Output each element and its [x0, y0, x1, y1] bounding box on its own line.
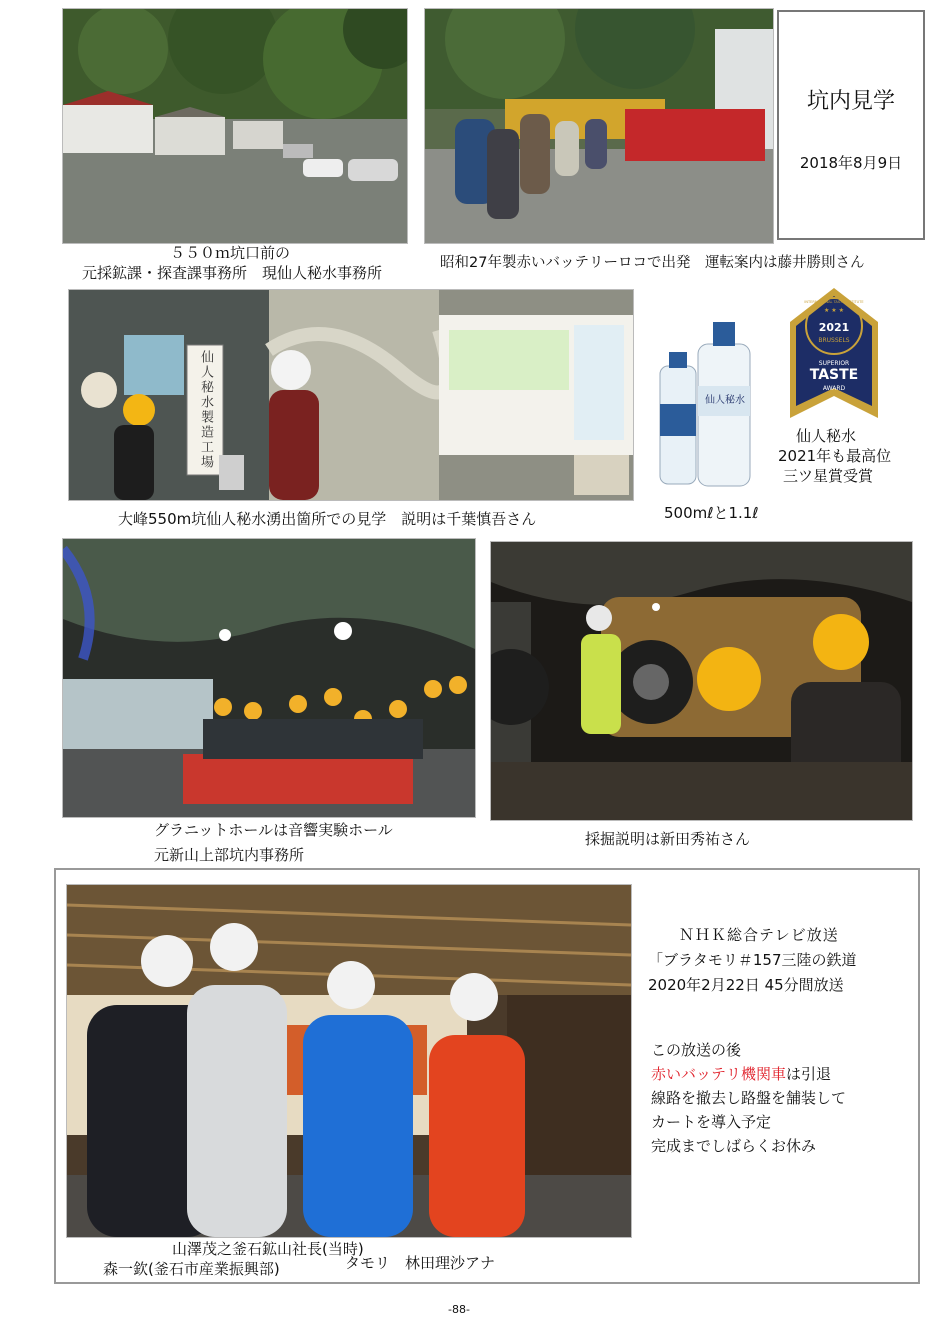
bottle-label: 仙人秘水 — [705, 395, 745, 406]
photo5-caption-line1: グラニットホールは音響実験ホール — [154, 821, 393, 839]
note-line4: カートを導入予定 — [651, 1113, 772, 1131]
broadcast-line2: 「ブラタモリ＃157三陸の鉄道 — [648, 951, 857, 969]
photo3-caption: 大峰550m坑仙人秘水湧出箇所での見学 説明は千葉慎吾さん — [118, 510, 537, 528]
award-tier: SUPERIOR — [818, 360, 850, 367]
note-line2 — [651, 1064, 831, 1084]
broadcast-line1: ＮＨＫ総合テレビ放送 — [679, 926, 839, 944]
title-box — [777, 10, 925, 240]
award-city: BRUSSELS — [818, 337, 850, 344]
note-line1: この放送の後 — [651, 1041, 742, 1059]
award-caption-line1: 仙人秘水 — [796, 427, 857, 445]
water-bottles-image — [652, 316, 756, 488]
note-line3: 線路を撤去し路盤を舗装して — [651, 1089, 847, 1107]
award-name: TASTE — [809, 367, 859, 383]
photo-buratamori-broadcast — [66, 884, 632, 1238]
photo-battery-locomotive-departure — [424, 8, 774, 244]
photo7-caption-mid: 山澤茂之釜石鉱山社長(当時) — [172, 1240, 364, 1258]
photo2-caption: 昭和27年製赤いバッテリーロコで出発 運転案内は藤井勝則さん — [440, 255, 865, 271]
award-type: AWARD — [822, 385, 846, 392]
photo6-caption: 採掘説明は新田秀祐さん — [585, 830, 751, 848]
photo-spring-tour — [68, 289, 634, 501]
photo-granite-hall — [62, 538, 476, 818]
award-ring-text: INTERNATIONAL TASTE INSTITUTE — [804, 300, 864, 304]
page-number: -88- — [448, 1303, 470, 1316]
note-highlight: 赤いバッテリ機関車 — [651, 1065, 787, 1083]
bottles-caption: 500mℓと1.1ℓ — [664, 504, 759, 522]
photo-pit-entrance-office — [62, 8, 408, 244]
note-line2-rest: は引退 — [786, 1065, 832, 1083]
note-line5: 完成までしばらくお休み — [651, 1137, 817, 1155]
broadcast-line3: 2020年2月22日 45分間放送 — [648, 976, 844, 994]
photo7-caption-left: 森一欽(釜石市産業振興部) — [103, 1260, 280, 1278]
photo1-caption-line2: 元採鉱課・探査課事務所 現仙人秘水事務所 — [82, 264, 383, 282]
taste-award-badge — [790, 288, 878, 418]
visit-date: 2018年8月9日 — [799, 154, 903, 172]
award-caption-line2: 2021年も最高位 — [778, 447, 892, 465]
photo5-caption-line2: 元新山上部坑内事務所 — [154, 846, 305, 864]
page-title: 坑内見学 — [806, 89, 895, 114]
svg-text:★ ★ ★: ★ ★ ★ — [824, 307, 844, 314]
photo-mining-explanation — [490, 541, 913, 821]
spring-factory-sign: 仙人秘水製造工場 — [198, 350, 213, 470]
photo1-caption-line1: ５５０ｍ坑口前の — [170, 244, 291, 262]
award-year: 2021 — [818, 321, 850, 334]
award-caption-line3: 三ツ星賞受賞 — [783, 467, 874, 485]
photo7-caption-right: タモリ 林田理沙アナ — [345, 1254, 496, 1272]
